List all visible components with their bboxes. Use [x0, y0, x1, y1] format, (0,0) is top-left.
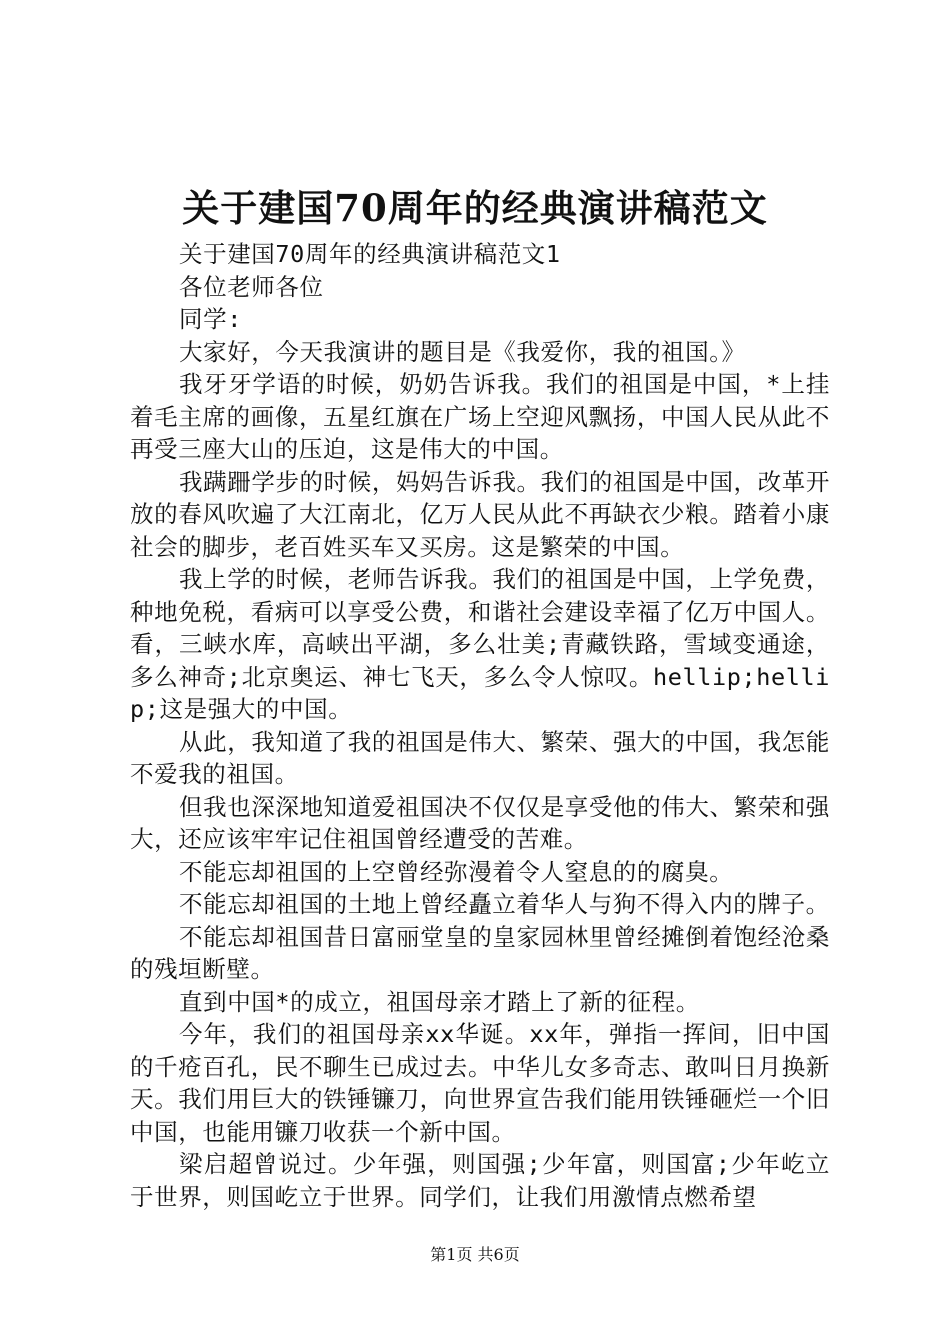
- paragraph: 不能忘却祖国的上空曾经弥漫着令人窒息的的腐臭。: [179, 857, 734, 886]
- paragraph: 我蹒跚学步的时候，妈妈告诉我。我们的祖国是中国，改革开放的春风吹遍了大江南北，亿万人民从此不再缺衣少粮。踏着小康社会的脚步，老百姓买车又买房。这是繁荣的中国。: [130, 467, 830, 561]
- paragraph: 不能忘却祖国昔日富丽堂皇的皇家园林里曾经摊倒着饱经沧桑的残垣断壁。: [130, 922, 830, 983]
- document-body: [130, 238, 830, 1213]
- paragraph: 今年，我们的祖国母亲xx华诞。xx年，弹指一挥间，旧中国的千疮百孔，民不聊生已成过去。中华儿女多奇志、敢叫日月换新天。我们用巨大的铁锤镰刀，向世界宣告我们能用铁锤砸烂一个旧中国，也能用镰刀收获一个新中国。: [130, 1020, 830, 1146]
- paragraph: 大家好，今天我演讲的题目是《我爱你，我的祖国。》: [179, 337, 746, 366]
- paragraph: 但我也深深地知道爱祖国决不仅仅是享受他的伟大、繁荣和强大，还应该牢牢记住祖国曾经遭受的苦难。: [130, 792, 830, 853]
- paragraph: 直到中国*的成立，祖国母亲才踏上了新的征程。: [179, 987, 700, 1016]
- paragraph: 各位老师各位: [179, 272, 324, 301]
- paragraph: 从此，我知道了我的祖国是伟大、繁荣、强大的中国，我怎能不爱我的祖国。: [130, 727, 830, 788]
- paragraph: 关于建国70周年的经典演讲稿范文1: [179, 240, 561, 268]
- paragraph: 梁启超曾说过。少年强，则国强;少年富，则国富;少年屹立于世界，则国屹立于世界。同学们，让我们用激情点燃希望: [130, 1150, 830, 1211]
- paragraph: 我上学的时候，老师告诉我。我们的祖国是中国，上学免费，种地免税，看病可以享受公费，和谐社会建设幸福了亿万中国人。看，三峡水库，高峡出平湖，多么壮美;青藏铁路，雪域变通途，多么神奇;北京奥运、神七飞天，多么令人惊叹。hellip;hellip;这是强大的中国。: [130, 565, 830, 723]
- paragraph: 不能忘却祖国的土地上曾经矗立着华人与狗不得入内的牌子。: [179, 890, 830, 918]
- paragraph: 同学:: [179, 305, 242, 333]
- document-title: 关于建国70周年的经典演讲稿范文: [182, 186, 768, 230]
- paragraph: 我牙牙学语的时候，奶奶告诉我。我们的祖国是中国，*上挂着毛主席的画像，五星红旗在广场上空迎风飘扬，中国人民从此不再受三座大山的压迫，这是伟大的中国。: [130, 370, 830, 463]
- page-number-footer: 第1页 共6页: [430, 1245, 520, 1264]
